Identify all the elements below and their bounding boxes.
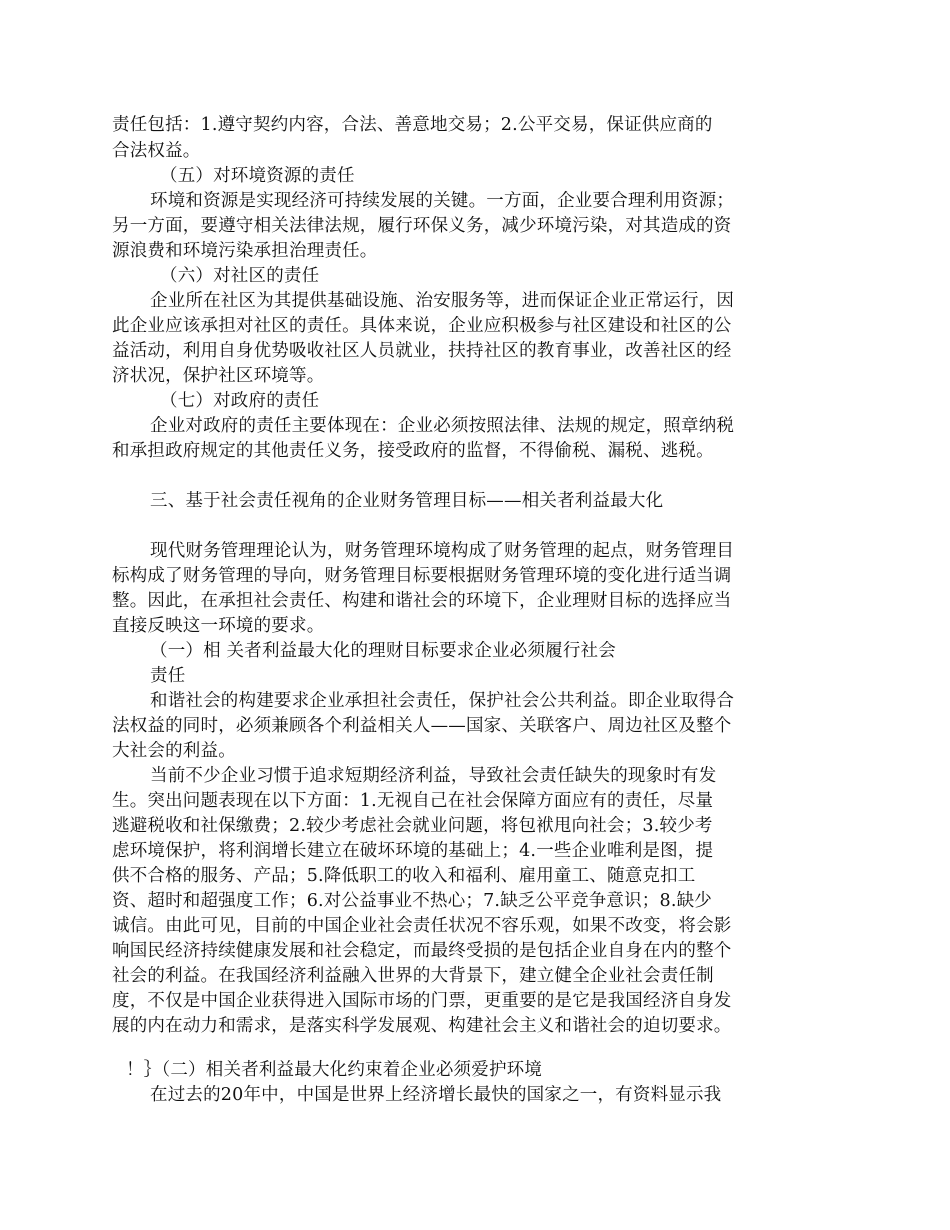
section-heading: （七）对政府的责任 [160, 391, 320, 411]
text-line: 济状况，保护社区环境等。 [112, 366, 325, 386]
text-line: 当前不少企业习惯于追求短期经济利益，导致社会责任缺失的现象时有发 [150, 766, 717, 786]
chapter-heading: 三、基于社会责任视角的企业财务管理目标——相关者利益最大化 [150, 491, 664, 511]
text-line: 和承担政府规定的其他责任义务，接受政府的监督，不得偷税、漏税、逃税。 [112, 441, 714, 461]
text-line: 另一方面，要遵守相关法律法规，履行环保义务，减少环境污染，对其造成的资 [112, 216, 732, 236]
text-line: 企业所在社区为其提供基础设施、治安服务等，进而保证企业正常运行，因 [150, 291, 735, 311]
text-line: 现代财务管理理论认为，财务管理环境构成了财务管理的起点，财务管理目 [150, 541, 735, 561]
text-line: 整。因此，在承担社会责任、构建和谐社会的环境下，企业理财目标的选择应当 [112, 591, 732, 611]
text-line: 供不合格的服务、产品；5.降低职工的收入和福利、雇用童工、随意克扣工 [112, 866, 696, 886]
text-line: 益活动，利用自身优势吸收社区人员就业，扶持社区的教育事业，改善社区的经 [112, 341, 732, 361]
text-line: 环境和资源是实现经济可持续发展的关键。一方面，企业要合理利用资源； [150, 191, 735, 211]
text-line: 展的内在动力和需求，是落实科学发展观、构建社会主义和谐社会的迫切要求。 [112, 1016, 732, 1036]
text-line: 和谐社会的构建要求企业承担社会责任，保护社会公共利益。即企业取得合 [150, 691, 735, 711]
text-line: 社会的利益。在我国经济利益融入世界的大背景下，建立健全企业社会责任制 [112, 966, 714, 986]
text-line: 源浪费和环境污染承担治理责任。 [112, 241, 378, 261]
section-heading: （五）对环境资源的责任 [160, 166, 355, 186]
text-line: 责任包括：1.遵守契约内容，合法、善意地交易；2.公平交易，保证供应商的 [112, 115, 713, 135]
text-line: 在过去的20年中，中国是世界上经济增长最快的国家之一，有资料显示我 [150, 1085, 722, 1105]
text-line: 直接反映这一环境的要求。 [112, 616, 325, 636]
text-line: 法权益的同时，必须兼顾各个利益相关人——国家、关联客户、周边社区及整个 [112, 716, 732, 736]
text-line: 标构成了财务管理的导向，财务管理目标要根据财务管理环境的变化进行适当调 [112, 566, 732, 586]
text-line: 响国民经济持续健康发展和社会稳定，而最终受损的是包括企业自身在内的整个 [112, 941, 732, 961]
text-line: 大社会的利益。 [112, 741, 236, 761]
text-line: 生。突出问题表现在以下方面：1.无视自己在社会保障方面应有的责任，尽量 [112, 791, 714, 811]
text-line: 虑环境保护，将利润增长建立在破坏环境的基础上；4.一些企业唯利是图，提 [112, 841, 714, 861]
section-heading: （六）对社区的责任 [160, 266, 320, 286]
text-line: 企业对政府的责任主要体现在：企业必须按照法律、法规的规定，照章纳税 [150, 416, 735, 436]
section-heading: ！｝（二）相关者利益最大化约束着企业必须爱护环境 [126, 1060, 543, 1080]
text-line: 度，不仅是中国企业获得进入国际市场的门票，更重要的是它是我国经济自身发 [112, 991, 732, 1011]
text-line: 合法权益。 [112, 141, 201, 161]
section-heading: （一）相 关者利益最大化的理财目标要求企业必须履行社会 [150, 641, 616, 661]
section-heading-continued: 责任 [150, 666, 186, 686]
text-line: 诚信。由此可见，目前的中国企业社会责任状况不容乐观，如果不改变，将会影 [112, 916, 732, 936]
text-line: 资、超时和超强度工作；6.对公益事业不热心；7.缺乏公平竞争意识；8.缺少 [112, 891, 712, 911]
text-line: 此企业应该承担对社区的责任。具体来说，企业应积极参与社区建设和社区的公 [112, 316, 732, 336]
text-line: 逃避税收和社保缴费；2.较少考虑社会就业问题，将包袱甩向社会；3.较少考 [112, 816, 713, 836]
